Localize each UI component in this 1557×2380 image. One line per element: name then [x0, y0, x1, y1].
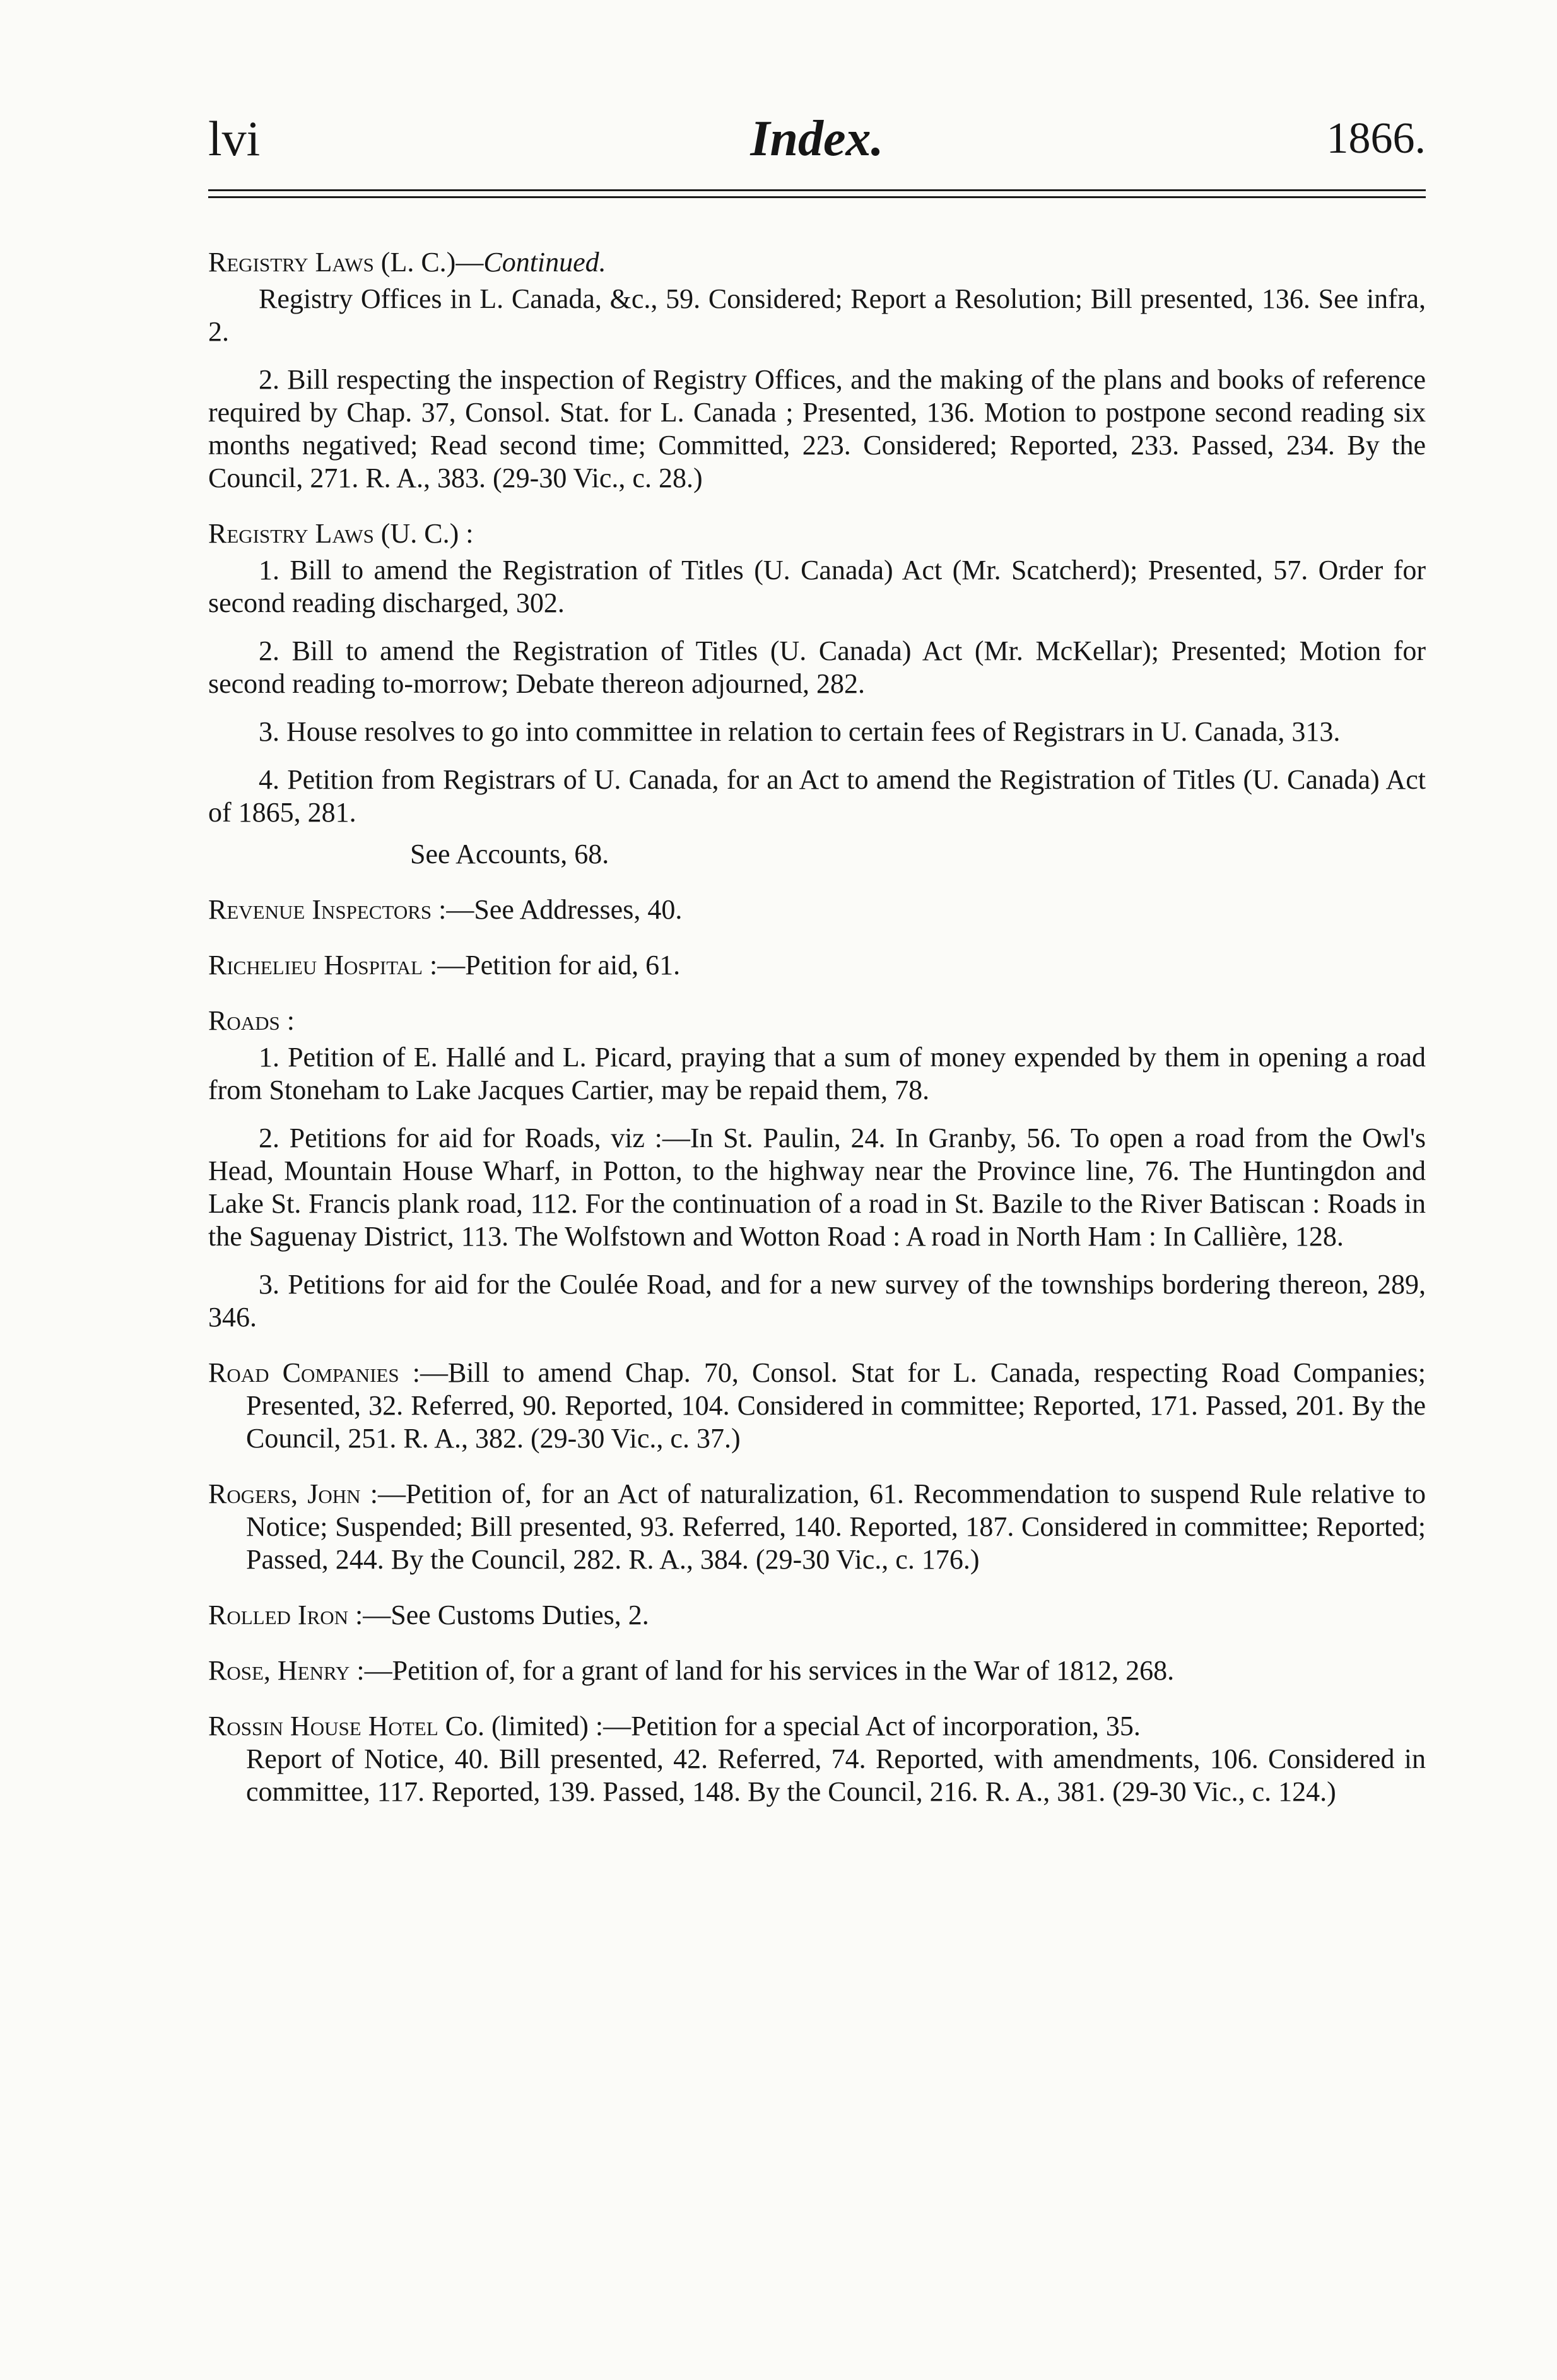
entry-text: :—See Addresses, 40.	[438, 894, 683, 925]
entry-text: :—Bill to amend Chap. 70, Consol. Stat for L. Canada, respecting Road Companies; Presented, 32. Referred, 90. Reported, 104. Considered in committee; Reported, 171. Passed, 201. By the Council, 251. R. A., 382. (29-30 Vic., c. 37.)	[246, 1357, 1426, 1454]
entry-item: 2. Petitions for aid for Roads, viz :—In St. Paulin, 24. In Granby, 56. To open a road from the Owl's Head, Mountain House Wharf, in Potton, to the highway near the Province line, 76. The Huntingdon and Lake St. Francis plank road, 112. For the continuation of a road in St. Bazile to the River Batiscan : Roads in the Saguenay District, 113. The Wolfstown and Wotton Road : A road in North Ham : In Callière, 128.	[208, 1122, 1426, 1252]
entry-item: 2. Bill to amend the Registration of Titles (U. Canada) Act (Mr. McKellar); Presented; Motion for second reading to-morrow; Debate thereon adjourned, 282.	[208, 635, 1426, 699]
entry-item: 1. Petition of E. Hallé and L. Picard, praying that a sum of money expended by them in opening a road from Stoneham to Lake Jacques Cartier, may be repaid them, 78.	[208, 1042, 1426, 1105]
entry-heading: Rolled Iron	[208, 1599, 349, 1630]
entry-heading: Rossin House Hotel	[208, 1711, 438, 1741]
page-year: 1866.	[1326, 114, 1426, 163]
entry-item: 3. Petitions for aid for the Coulée Road, and for a new survey of the townships bordering thereon, 289, 346.	[208, 1269, 1426, 1333]
entry-heading: Roads :	[208, 1005, 295, 1036]
entry-text: :—Petition for aid, 61.	[430, 950, 681, 981]
entry-text: :—See Customs Duties, 2.	[355, 1599, 649, 1630]
index-entry-registry-laws-uc	[208, 517, 1426, 871]
entry-heading: Registry Laws (L. C.)—	[208, 247, 484, 278]
entry-item: Registry Offices in L. Canada, &c., 59. Considered; Report a Resolution; Bill presented, 136. See infra, 2.	[208, 283, 1426, 347]
entry-heading: Revenue Inspectors	[208, 894, 432, 925]
index-entry-rossin-house-hotel	[208, 1710, 1426, 1808]
entry-item: 4. Petition from Registrars of U. Canada, for an Act to amend the Registration of Titles (U. Canada) Act of 1865, 281.	[208, 764, 1426, 828]
index-entry-roads	[208, 1004, 1426, 1334]
entry-heading-suffix: Continued.	[483, 247, 606, 278]
index-entry-road-companies	[208, 1357, 1426, 1455]
index-entry-revenue-inspectors	[208, 893, 1426, 926]
entry-item: 2. Bill respecting the inspection of Registry Offices, and the making of the plans and books of reference required by Chap. 37, Consol. Stat. for L. Canada ; Presented, 136. Motion to postpone second reading six months negatived; Read second time; Committed, 223. Considered; Reported, 233. Passed, 234. By the Council, 271. R. A., 383. (29-30 Vic., c. 28.)	[208, 364, 1426, 493]
entry-text: :—Petition of, for a grant of land for his services in the War of 1812, 268.	[356, 1655, 1175, 1686]
index-entry-registry-laws-lc	[208, 246, 1426, 495]
index-entry-rose-henry	[208, 1654, 1426, 1687]
entry-heading: Road Companies	[208, 1357, 399, 1388]
entry-item: 3. House resolves to go into committee in relation to certain fees of Registrars in U. Canada, 313.	[259, 716, 1341, 747]
entry-heading: Richelieu Hospital	[208, 950, 423, 981]
entry-text: :—Petition of, for an Act of naturalization, 61. Recommendation to suspend Rule relative to Notice; Suspended; Bill presented, 93. Referred, 140. Reported, 187. Considered in committee; Reported; Passed, 244. By the Council, 282. R. A., 384. (29-30 Vic., c. 176.)	[246, 1478, 1426, 1575]
header-double-rule	[208, 189, 1426, 203]
entry-text: Report of Notice, 40. Bill presented, 42. Referred, 74. Reported, with amendments, 106. Considered in committee, 117. Reported, 139. Passed, 148. By the Council, 216. R. A., 381. (29-30 Vic., c. 124.)	[246, 1743, 1426, 1807]
entry-item: 1. Bill to amend the Registration of Titles (U. Canada) Act (Mr. Scatcherd); Presented, 57. Order for second reading discharged, 302.	[208, 555, 1426, 618]
page-header	[208, 107, 1426, 170]
index-entry-rolled-iron	[208, 1599, 1426, 1632]
index-content	[208, 246, 1426, 1831]
page-title: Index.	[750, 111, 884, 167]
entry-heading: Rogers, John	[208, 1478, 361, 1509]
entry-cross-reference: See Accounts, 68.	[410, 839, 609, 869]
entry-text-lead: Co. (limited) :—Petition for a special Act of incorporation, 35.	[445, 1711, 1141, 1741]
entry-heading: Rose, Henry	[208, 1655, 350, 1686]
entry-heading: Registry Laws (U. C.) :	[208, 518, 474, 549]
index-entry-rogers-john	[208, 1478, 1426, 1576]
page-number: lvi	[208, 111, 261, 166]
index-entry-richelieu-hospital	[208, 949, 1426, 982]
